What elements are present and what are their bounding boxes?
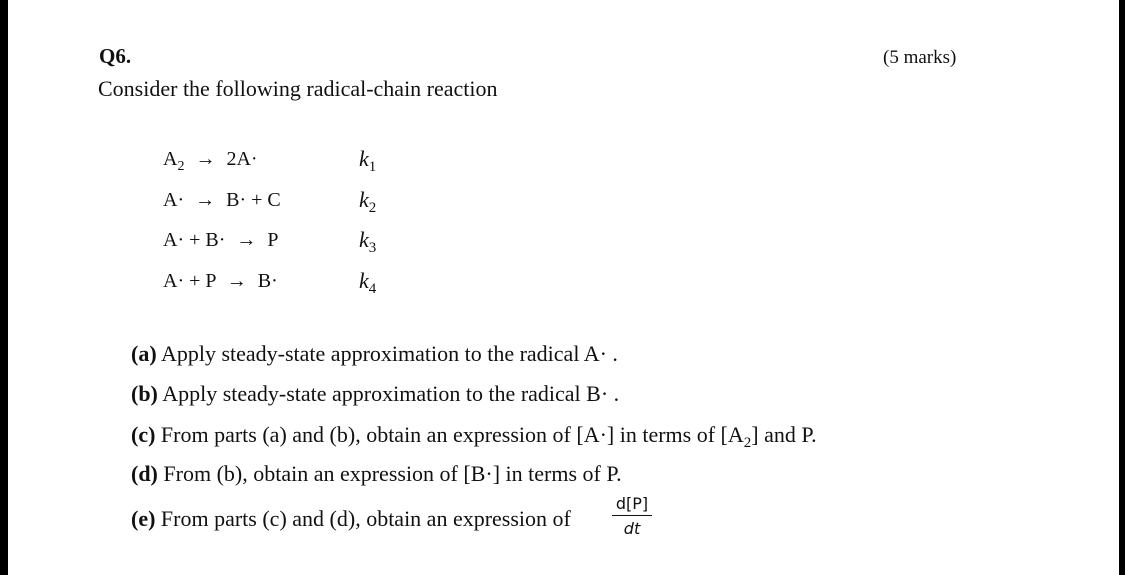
question-number: Q6.	[99, 44, 132, 68]
reaction-arrow: →	[195, 189, 216, 211]
reaction-rhs: 2A·	[226, 148, 258, 170]
rate-constant-3	[359, 227, 376, 257]
part-c	[131, 422, 817, 452]
reaction-lhs: A·	[163, 189, 185, 211]
reaction-lhs: A· + B·	[163, 229, 226, 251]
rate-subscript: 2	[368, 200, 377, 216]
part-e	[131, 506, 571, 532]
derivative-fraction	[612, 494, 652, 538]
part-label: (c)	[131, 422, 156, 447]
part-d	[131, 461, 622, 487]
part-text-subscript: 2	[743, 435, 752, 451]
fraction-numerator: d[P]	[612, 494, 652, 516]
reaction-lhs: A	[163, 148, 178, 170]
reaction-arrow: →	[195, 148, 216, 170]
reaction-lhs-subscript: 2	[177, 159, 185, 174]
rate-subscript: 3	[368, 240, 377, 256]
rate-subscript: 4	[368, 281, 377, 297]
reaction-rhs: P	[267, 229, 279, 251]
part-label: (b)	[131, 381, 158, 406]
reaction-2	[163, 189, 281, 212]
rate-constant-2	[359, 187, 376, 217]
right-border	[1119, 0, 1125, 575]
question-intro: Consider the following radical-chain reaction	[98, 76, 498, 101]
rate-symbol: k	[359, 268, 369, 293]
rate-constant-1	[359, 146, 376, 176]
part-text: From (b), obtain an expression of [B·] in terms of P.	[163, 461, 622, 486]
rate-symbol: k	[359, 187, 369, 212]
rate-constant-4	[359, 268, 376, 298]
part-text: From parts (a) and (b), obtain an expression of [A·] in terms of [A	[160, 422, 744, 447]
rate-symbol: k	[359, 227, 369, 252]
part-label: (a)	[131, 341, 157, 366]
reaction-3	[163, 229, 279, 252]
reaction-arrow: →	[226, 270, 247, 292]
part-label: (d)	[131, 461, 158, 486]
fraction-denominator: dt	[623, 519, 641, 538]
rate-subscript: 1	[368, 159, 377, 175]
left-border	[0, 0, 8, 575]
part-b	[131, 381, 619, 407]
part-a	[131, 341, 618, 367]
question-marks: (5 marks)	[883, 47, 957, 68]
part-text: Apply steady-state approximation to the radical B· .	[162, 381, 620, 406]
rate-symbol: k	[359, 146, 369, 171]
reaction-rhs: B· + C	[226, 189, 281, 211]
part-text: Apply steady-state approximation to the radical A· .	[160, 341, 618, 366]
part-text: From parts (c) and (d), obtain an expression of	[160, 506, 571, 531]
reaction-4	[163, 270, 278, 293]
part-label: (e)	[131, 506, 156, 531]
part-text-end: ] and P.	[751, 422, 817, 447]
reaction-arrow: →	[236, 229, 257, 251]
reaction-1	[163, 148, 258, 175]
reaction-lhs: A· + P	[163, 270, 216, 292]
reaction-rhs: B·	[257, 270, 278, 292]
